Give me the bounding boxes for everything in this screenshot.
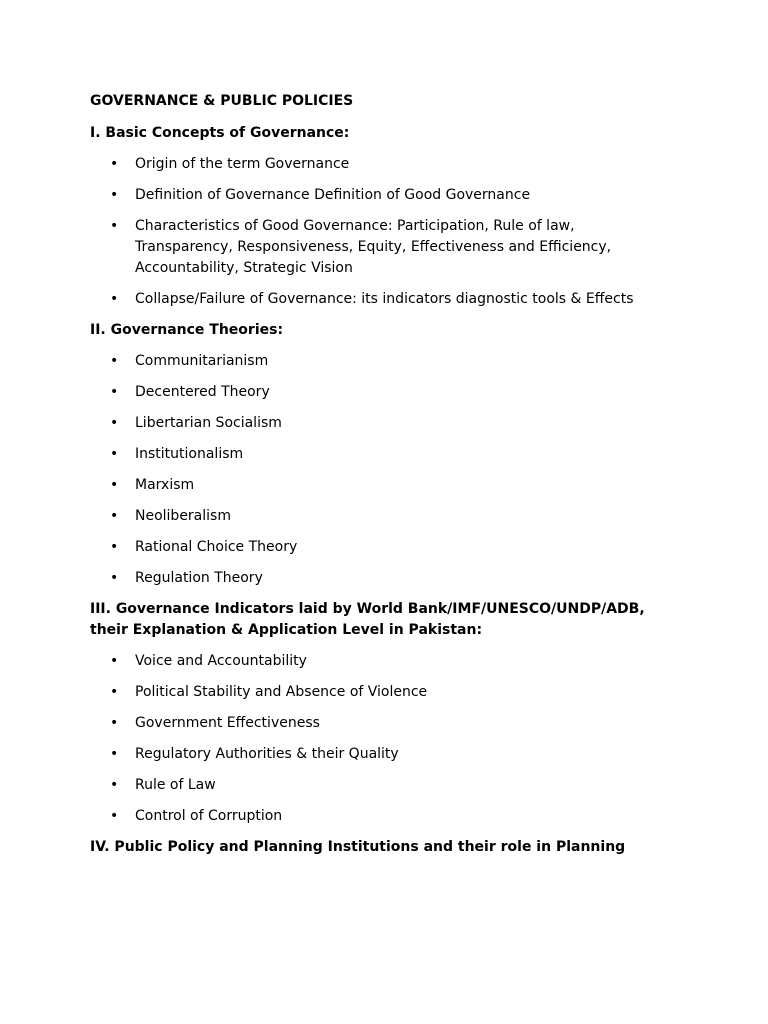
list-item [90,413,690,434]
bullet-list [90,651,690,827]
bullet-icon: • [110,353,119,369]
list-item-text: Rational Choice Theory [135,539,298,555]
bullet-icon: • [110,684,119,700]
bullet-icon: • [110,539,119,555]
document-title: GOVERNANCE & PUBLIC POLICIES [90,93,354,109]
list-item [90,682,690,703]
list-item [90,289,690,310]
section-heading: I. Basic Concepts of Governance: [90,125,350,141]
list-item [90,382,690,403]
list-item-text: Collapse/Failure of Governance: its indicators diagnostic tools & Effects [135,291,634,307]
section-basic-concepts [90,123,690,310]
bullet-icon: • [110,415,119,431]
bullet-icon: • [110,715,119,731]
list-item [90,806,690,827]
document-page [90,91,690,868]
bullet-icon: • [110,508,119,524]
list-item-text: Government Effectiveness [135,715,320,731]
list-item-text: Institutionalism [135,446,244,462]
bullet-icon: • [110,746,119,762]
bullet-icon: • [110,477,119,493]
list-item-text: Voice and Accountability [135,653,307,669]
section-governance-theories [90,320,690,589]
list-item [90,216,655,279]
list-item [90,744,690,765]
bullet-icon: • [110,291,119,307]
list-item [90,351,690,372]
list-item [90,775,690,796]
list-item [90,475,690,496]
section-governance-indicators [90,599,690,827]
list-item-text: Origin of the term Governance [135,156,350,172]
list-item-text: Definition of Governance Definition of Good Governance [135,187,531,203]
section-heading: III. Governance Indicators laid by World Bank/IMF/UNESCO/UNDP/ADB, their Explanation & Application Level in Pakistan: [90,601,645,638]
list-item [90,713,690,734]
list-item-text: Marxism [135,477,195,493]
list-item-text: Regulatory Authorities & their Quality [135,746,399,762]
list-item-text: Communitarianism [135,353,269,369]
list-item-text: Neoliberalism [135,508,231,524]
bullet-icon: • [110,808,119,824]
list-item [90,651,690,672]
bullet-icon: • [110,156,119,172]
bullet-list [90,154,690,310]
list-item [90,506,690,527]
list-item [90,444,690,465]
list-item-text: Decentered Theory [135,384,270,400]
section-heading: II. Governance Theories: [90,322,284,338]
list-item [90,154,690,175]
list-item [90,185,690,206]
bullet-icon: • [110,570,119,586]
list-item [90,568,690,589]
list-item-text: Control of Corruption [135,808,283,824]
bullet-icon: • [110,187,119,203]
bullet-list [90,351,690,589]
bullet-icon: • [110,446,119,462]
list-item-text: Political Stability and Absence of Violence [135,684,428,700]
section-public-policy-institutions [90,837,690,858]
bullet-icon: • [110,218,119,234]
list-item [90,537,690,558]
list-item-text: Regulation Theory [135,570,263,586]
bullet-icon: • [110,653,119,669]
bullet-icon: • [110,777,119,793]
section-heading: IV. Public Policy and Planning Institutions and their role in Planning [90,839,626,855]
list-item-text: Libertarian Socialism [135,415,282,431]
list-item-text: Rule of Law [135,777,216,793]
list-item-text: Characteristics of Good Governance: Participation, Rule of law, Transparency, Responsiveness, Equity, Effectiveness and Efficiency, Accountability, Strategic Vision [135,218,612,276]
bullet-icon: • [110,384,119,400]
